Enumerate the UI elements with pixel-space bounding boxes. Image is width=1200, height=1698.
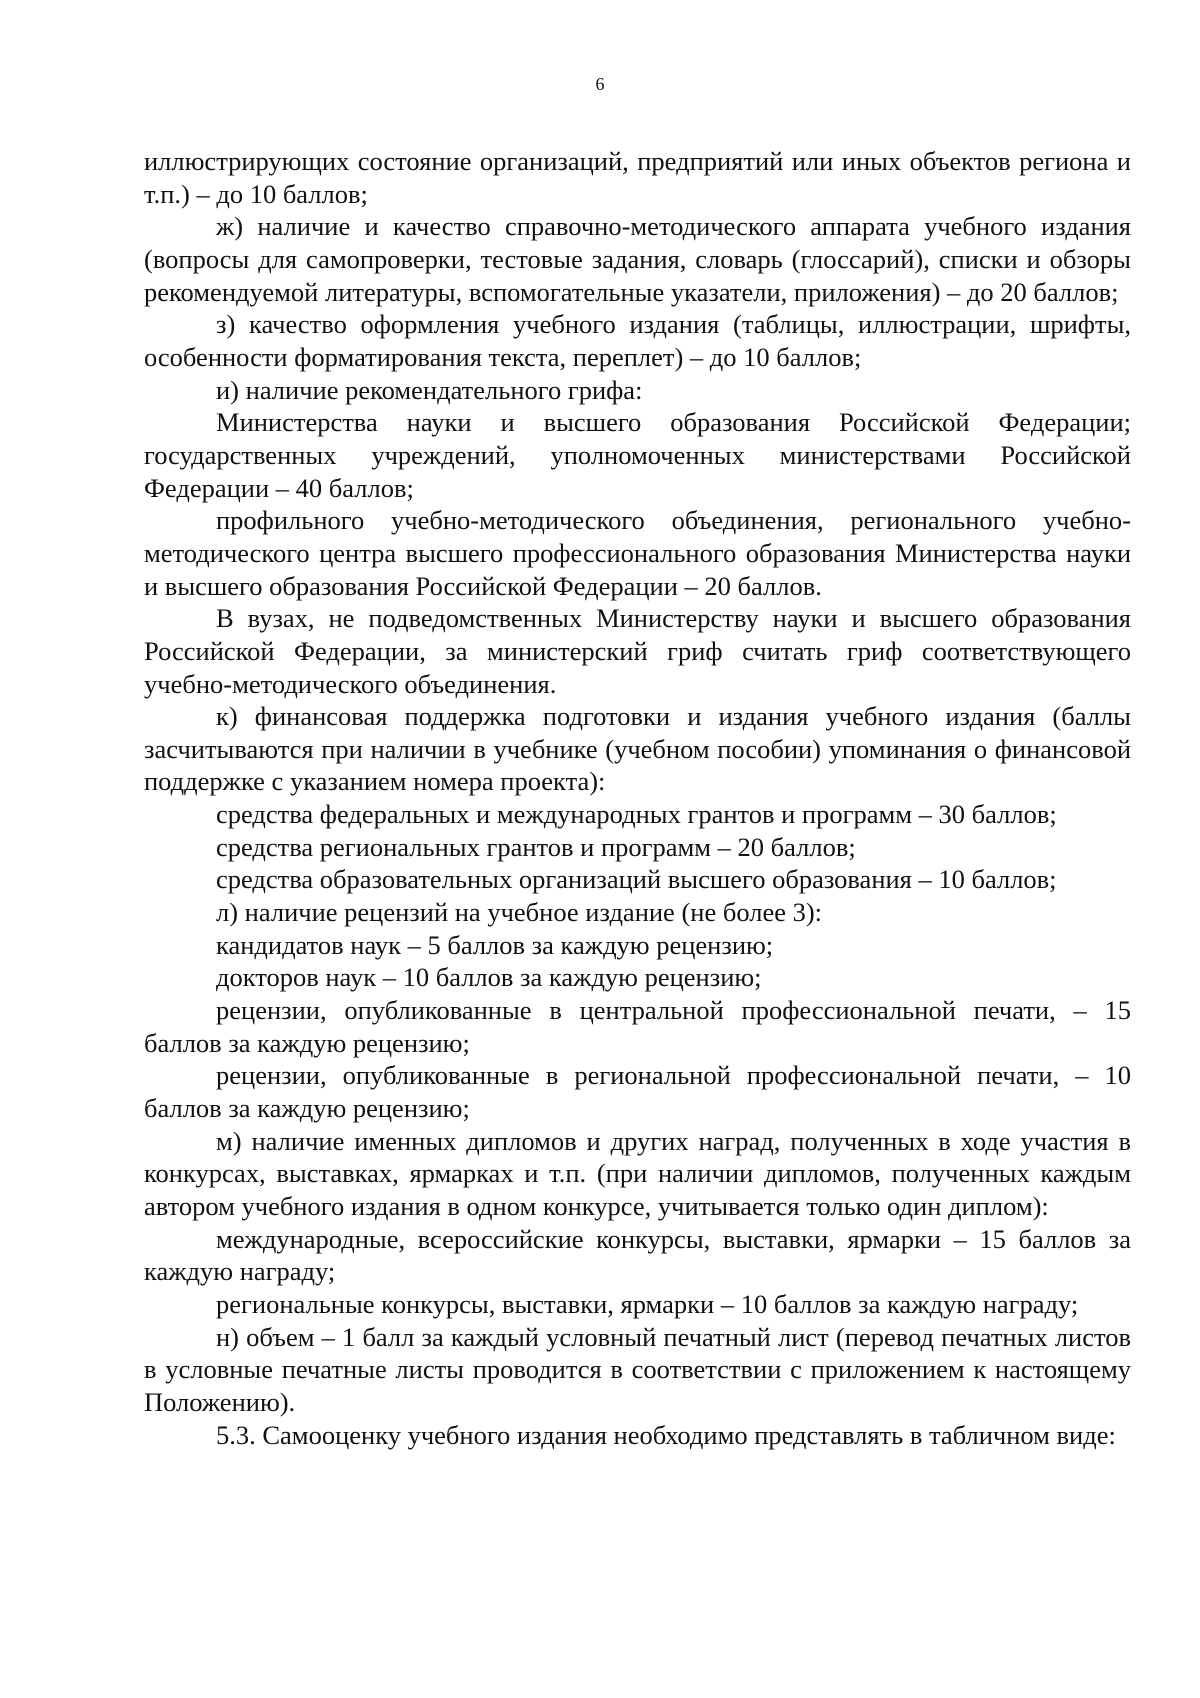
paragraph-umo-grif: профильного учебно-методического объединения, регионального учебно-методического центра высшего профессионального образования Министерства науки и высшего образования Российской Федерации – 20 баллов. xyxy=(144,505,1131,601)
paragraph-doctor-reviews: докторов наук – 10 баллов за каждую рецензию; xyxy=(216,962,762,993)
paragraph-item-z: з) качество оформления учебного издания (таблицы, иллюстрации, шрифты, особенности форматирования текста, переплет) – до 10 баллов; xyxy=(144,309,1131,372)
paragraph-federal-grants: средства федеральных и международных грантов и программ – 30 баллов; xyxy=(216,799,1057,830)
document-body xyxy=(144,145,1131,1451)
paragraph-item-i: и) наличие рекомендательного грифа: xyxy=(216,374,643,405)
paragraph-item-k: к) финансовая поддержка подготовки и издания учебного издания (баллы засчитываются при наличии в учебнике (учебном пособии) упоминания о финансовой поддержке с указанием номера проекта): xyxy=(144,701,1131,797)
paragraph-university-funds: средства образовательных организаций высшего образования – 10 баллов; xyxy=(216,864,1057,895)
paragraph-regional-grants: средства региональных грантов и программ – 20 баллов; xyxy=(216,831,856,862)
paragraph-item-m: м) наличие именных дипломов и других наград, полученных в ходе участия в конкурсах, выставках, ярмарках и т.п. (при наличии дипломов, полученных каждым автором учебного издания в одном конкурсе, учитывается только один диплом): xyxy=(144,1125,1131,1221)
paragraph-section-5-3: 5.3. Самооценку учебного издания необходимо представлять в табличном виде: xyxy=(216,1419,1116,1450)
paragraph-ministry-grif: Министерства науки и высшего образования Российской Федерации; государственных учреждений, уполномоченных министерствами Российской Федерации – 40 баллов; xyxy=(144,407,1131,503)
paragraph-item-n: н) объем – 1 балл за каждый условный печатный лист (перевод печатных листов в условные печатные листы проводится в соответствии с приложением к настоящему Положению). xyxy=(144,1321,1131,1417)
paragraph-central-press-reviews: рецензии, опубликованные в центральной профессиональной печати, – 15 баллов за каждую рецензию; xyxy=(144,995,1131,1058)
paragraph-continuation: иллюстрирующих состояние организаций, предприятий или иных объектов региона и т.п.) – до 10 баллов; xyxy=(144,146,1131,209)
page-number: 6 xyxy=(595,74,605,94)
paragraph-universities-note: В вузах, не подведомственных Министерству науки и высшего образования Российской Федерации, за министерский гриф считать гриф соответствующего учебно-методического объединения. xyxy=(144,603,1131,699)
paragraph-international-awards: международные, всероссийские конкурсы, выставки, ярмарки – 15 баллов за каждую награду; xyxy=(144,1223,1131,1287)
paragraph-candidate-reviews: кандидатов наук – 5 баллов за каждую рецензию; xyxy=(216,929,774,960)
paragraph-regional-press-reviews: рецензии, опубликованные в региональной профессиональной печати, – 10 баллов за каждую рецензию; xyxy=(144,1060,1131,1124)
paragraph-item-zh: ж) наличие и качество справочно-методического аппарата учебного издания (вопросы для самопроверки, тестовые задания, словарь (глоссарий), списки и обзоры рекомендуемой литературы, вспомогательные указатели, приложения) – до 20 баллов; xyxy=(144,211,1131,307)
paragraph-item-l: л) наличие рецензий на учебное издание (не более 3): xyxy=(216,897,823,928)
paragraph-regional-awards: региональные конкурсы, выставки, ярмарки – 10 баллов за каждую награду; xyxy=(216,1288,1079,1319)
